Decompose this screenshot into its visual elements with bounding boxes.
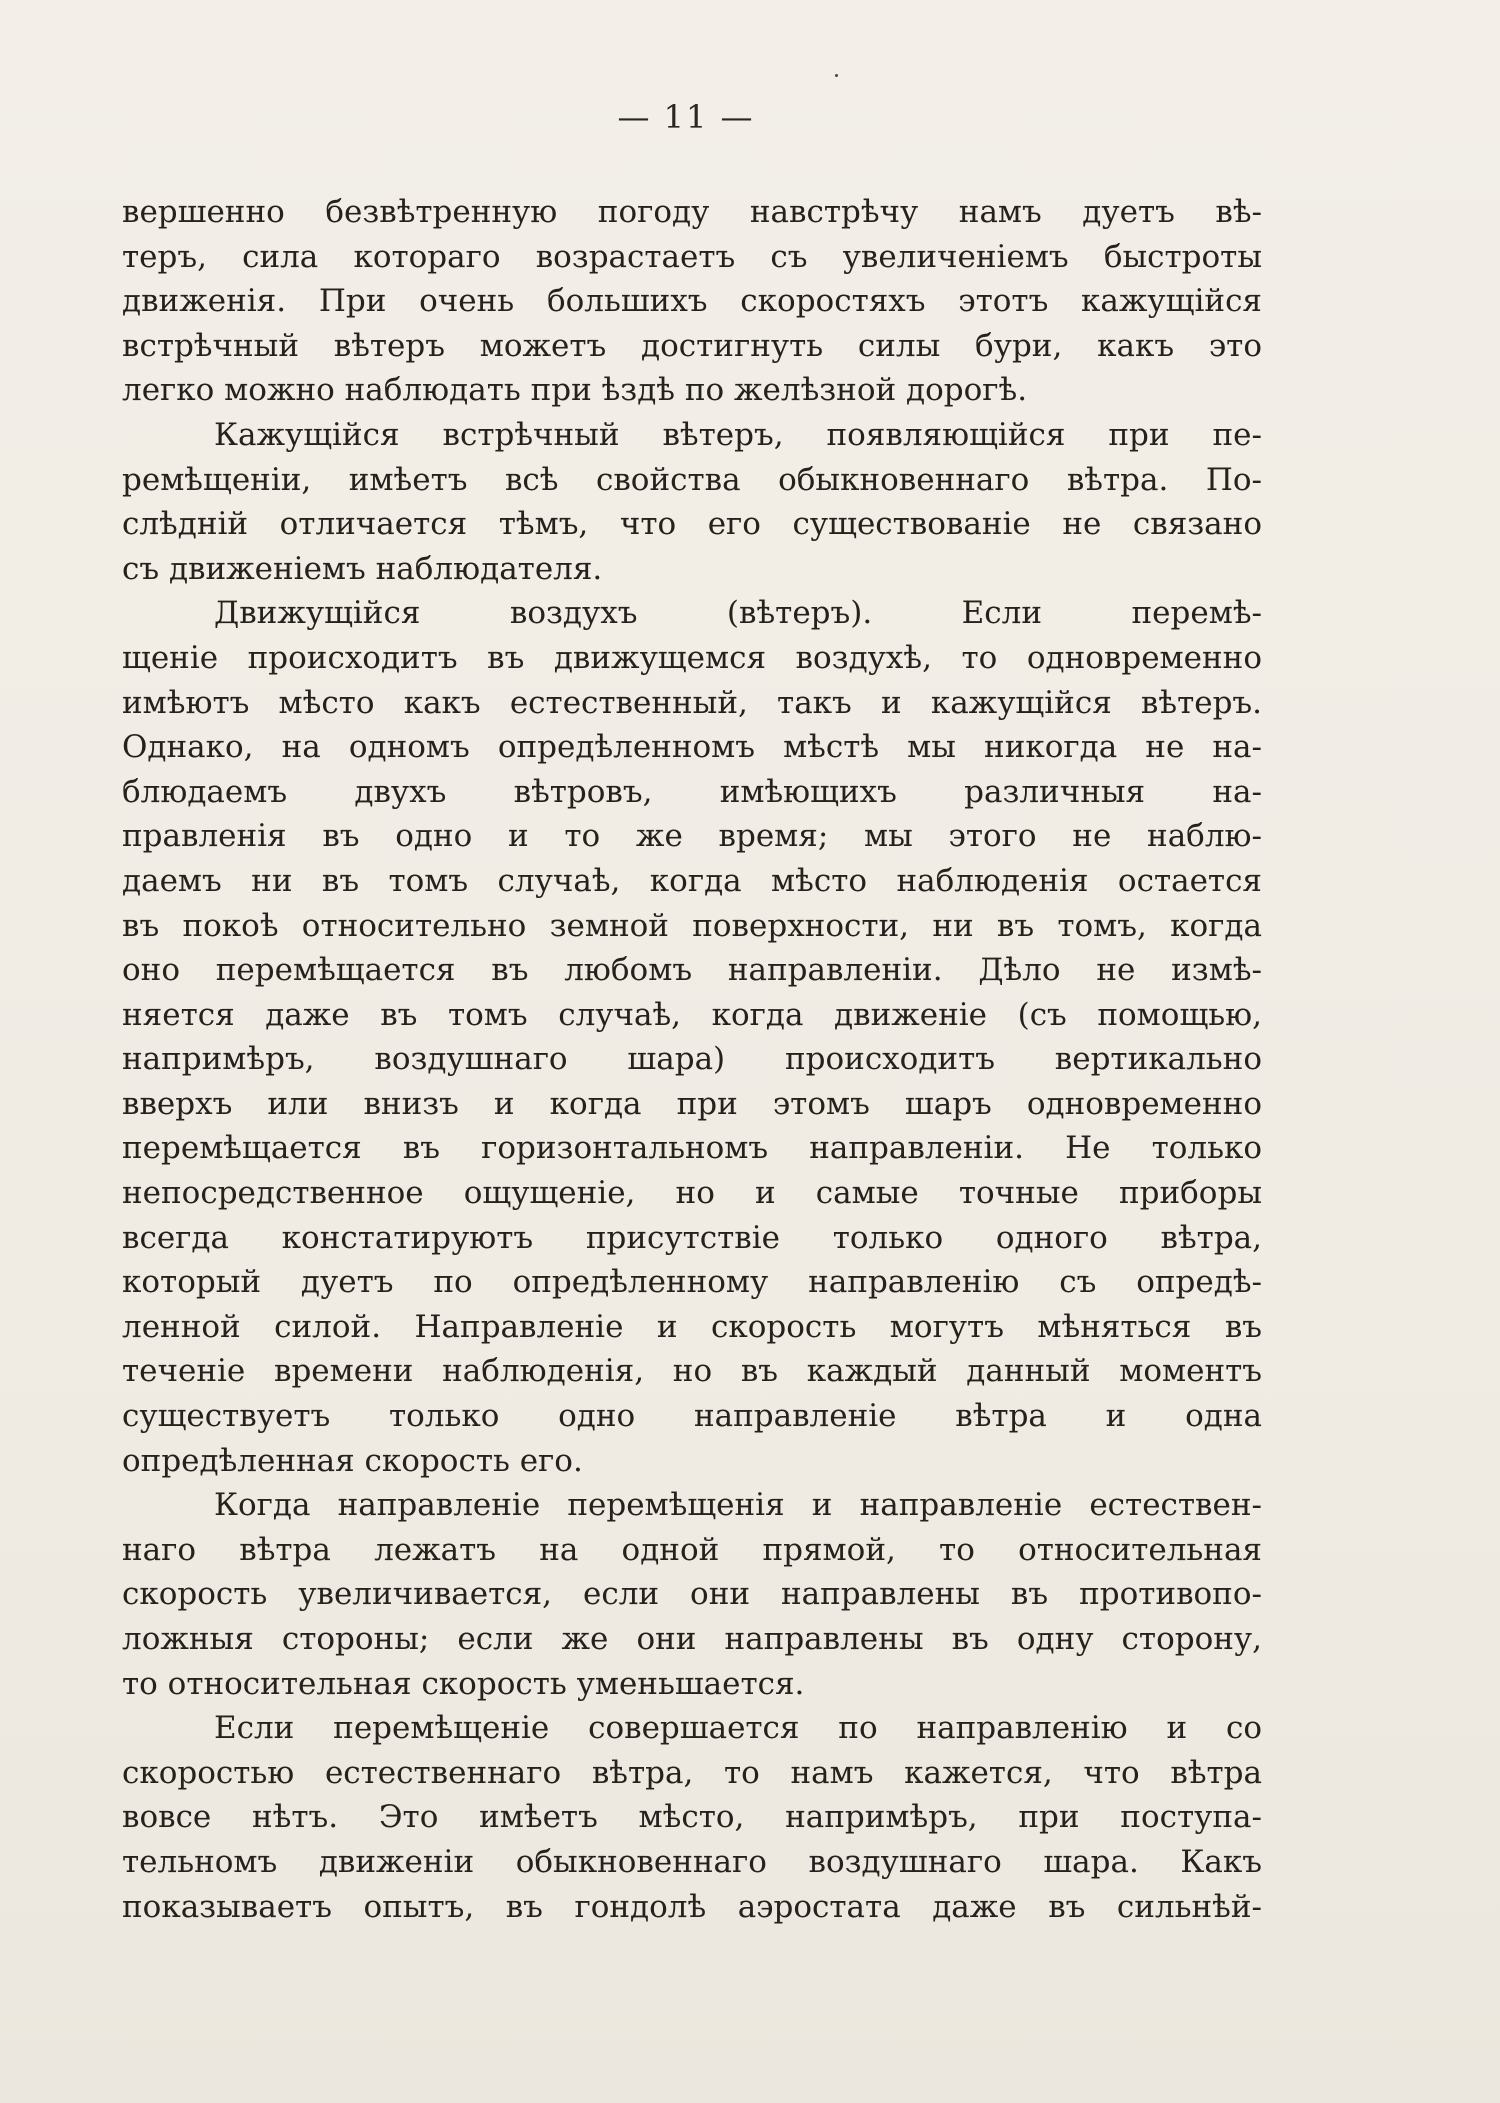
body-text	[122, 190, 1262, 1929]
text-line: вовсе нѣтъ. Это имѣетъ мѣсто, напримѣръ, при поступа-	[122, 1799, 1262, 1836]
text-line: съ движеніемъ наблюдателя.	[122, 550, 603, 587]
text-line: даемъ ни въ томъ случаѣ, когда мѣсто наблюденія остается	[122, 862, 1262, 899]
text-line: Однако, на одномъ опредѣленномъ мѣстѣ мы никогда не на-	[122, 729, 1262, 766]
text-line: Когда направленіе перемѣщенія и направленіе естествен-	[214, 1487, 1262, 1524]
text-line: наго вѣтра лежатъ на одной прямой, то относительная	[122, 1531, 1262, 1568]
text-line: движенія. При очень большихъ скоростяхъ этотъ кажущійся	[122, 283, 1262, 320]
text-line: опредѣленная скорость его.	[122, 1442, 583, 1479]
text-line: всегда констатируютъ присутствіе только одного вѣтра,	[122, 1219, 1262, 1256]
text-line: напримѣръ, воздушнаго шара) происходитъ вертикально	[122, 1041, 1262, 1078]
text-line: въ покоѣ относительно земной поверхности, ни въ томъ, когда	[122, 907, 1262, 944]
text-line: который дуетъ по опредѣленному направленію съ опредѣ-	[122, 1264, 1262, 1301]
text-line: ленной силой. Направленіе и скорость могутъ мѣняться въ	[122, 1308, 1262, 1345]
text-line: щеніе происходитъ въ движущемся воздухѣ, то одновременно	[122, 639, 1262, 676]
text-line: правленія въ одно и то же время; мы этого не наблю-	[122, 818, 1262, 855]
text-line: вершенно безвѣтренную погоду навстрѣчу намъ дуетъ вѣ-	[122, 194, 1262, 230]
text-line: скоростью естественнаго вѣтра, то намъ кажется, что вѣтра	[122, 1754, 1262, 1791]
text-line: теченіе времени наблюденія, но въ каждый данный моментъ	[122, 1353, 1262, 1390]
text-line: встрѣчный вѣтеръ можетъ достигнуть силы бури, какъ это	[122, 327, 1262, 364]
text-line: няется даже въ томъ случаѣ, когда движеніе (съ помощью,	[122, 996, 1262, 1033]
text-line: то относительная скорость уменьшается.	[122, 1665, 805, 1702]
text-line: легко можно наблюдать при ѣздѣ по желѣзной дорогѣ.	[122, 372, 1028, 409]
text-line: слѣдній отличается тѣмъ, что его существованіе не связано	[122, 506, 1262, 543]
ink-speck	[835, 74, 838, 77]
text-line: тельномъ движеніи обыкновеннаго воздушнаго шара. Какъ	[122, 1843, 1262, 1880]
text-line: Если перемѣщеніе совершается по направленію и со	[214, 1710, 1262, 1747]
text-line: ложныя стороны; если же они направлены въ одну сторону,	[122, 1621, 1262, 1657]
text-line: блюдаемъ двухъ вѣтровъ, имѣющихъ различныя на-	[122, 773, 1262, 810]
text-line: имѣютъ мѣсто какъ естественный, такъ и кажущійся вѣтеръ.	[122, 684, 1262, 721]
text-line: вверхъ или внизъ и когда при этомъ шаръ одновременно	[122, 1085, 1262, 1122]
text-line: теръ, сила котораго возрастаетъ съ увеличеніемъ быстроты	[122, 238, 1262, 275]
text-line: ремѣщеніи, имѣетъ всѣ свойства обыкновеннаго вѣтра. По-	[122, 461, 1262, 498]
text-line: перемѣщается въ горизонтальномъ направленіи. Не только	[122, 1130, 1262, 1167]
text-line: показываетъ опытъ, въ гондолѣ аэростата даже въ сильнѣй-	[122, 1888, 1262, 1925]
text-line: оно перемѣщается въ любомъ направленіи. Дѣло не измѣ-	[122, 952, 1262, 989]
text-line: непосредственное ощущеніе, но и самые точные приборы	[122, 1175, 1262, 1212]
text-line: скорость увеличивается, если они направлены въ противопо-	[122, 1576, 1262, 1613]
text-line: Кажущійся встрѣчный вѣтеръ, появляющійся при пе-	[214, 416, 1262, 453]
text-line: Движущійся воздухъ (вѣтеръ). Если перемѣ-	[214, 595, 1262, 632]
text-line: существуетъ только одно направленіе вѣтра и одна	[122, 1398, 1262, 1435]
page-number: — 11 —	[617, 98, 755, 136]
